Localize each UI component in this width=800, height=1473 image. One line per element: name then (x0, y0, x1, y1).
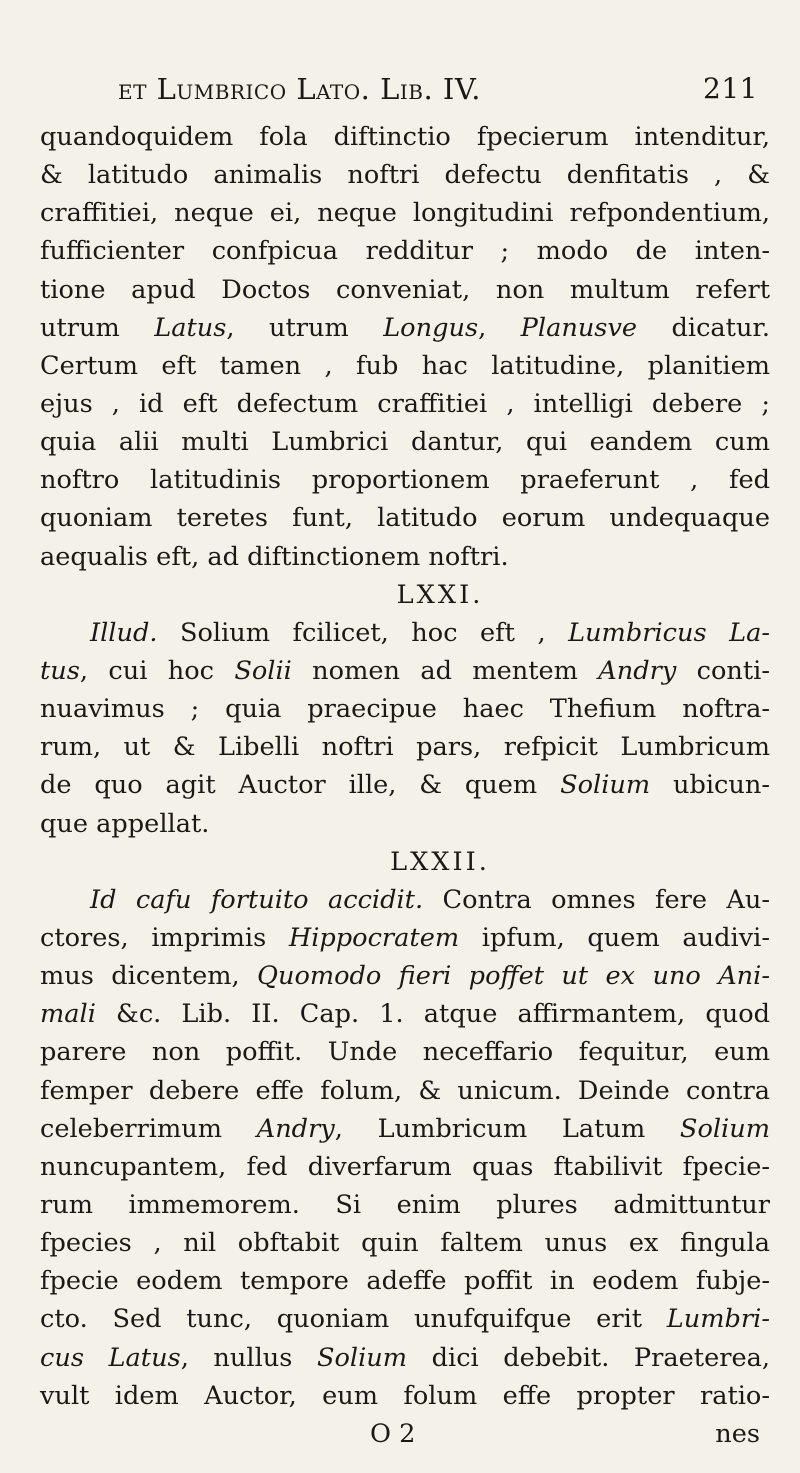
text-line: Id cafu fortuito accidit. Contra omnes fere Au- (90, 884, 770, 915)
italic-term: Andry (598, 655, 677, 686)
text-line: de quo agit Auctor ille, & quem Solium ubicun- (40, 770, 771, 801)
text-line: ctores, imprimis Hippocratem ipfum, quem audivi- (40, 922, 770, 953)
italic-term: tus (40, 655, 80, 686)
text-line: Illud. Solium fcilicet, hoc eft , Lumbricus La- (90, 617, 770, 648)
text-line: cto. Sed tunc, quoniam unufquifque erit Lumbri- (40, 1304, 770, 1335)
italic-term: Hippocratem (288, 922, 460, 953)
text-line: fufficienter confpicua redditur ; modo de inten- (40, 236, 770, 267)
italic-term: Solium (679, 1113, 770, 1144)
page-header (118, 64, 762, 114)
text-line: que appellat. (40, 808, 210, 839)
italic-term: cus Latus (40, 1342, 181, 1373)
page-footer (40, 1415, 770, 1453)
text-line: ejus , id eft defectum craffitiei , intelligi debere ; (40, 388, 770, 419)
italic-term: Lumbricus La- (568, 617, 770, 648)
catchword: nes (715, 1418, 760, 1449)
text-line: nuavimus ; quia praecipue haec Thefium noftra- (40, 694, 770, 725)
text-line: utrum Latus, utrum Longus, Planusve dicatur. (40, 312, 770, 343)
text-line: tus, cui hoc Solii nomen ad mentem Andry conti- (40, 655, 771, 686)
italic-term: Solii (234, 655, 292, 686)
section-heading-lxxi: LXXI. (396, 579, 484, 610)
italic-term: Quomodo fieri poffet ut ex uno Ani- (256, 961, 770, 992)
italic-term: Solium (560, 770, 651, 801)
signature-mark: O 2 (370, 1418, 416, 1449)
text-line: quia alii multi Lumbrici dantur, qui eandem cum (40, 427, 770, 458)
italic-term: Illud. (90, 617, 158, 648)
italic-term: Planusve (520, 312, 638, 343)
text-line: quandoquidem fola diftinctio fpecierum intenditur, (40, 122, 770, 152)
body-text (40, 118, 770, 1453)
italic-term: Id cafu fortuito accidit. (90, 884, 424, 915)
text-line: tione apud Doctos conveniat, non multum refert (40, 274, 770, 305)
text-line: fpecies , nil obftabit quin faltem unus ex fingula (40, 1228, 770, 1259)
page-number: 211 (703, 72, 758, 105)
text-line: rum, ut & Libelli noftri pars, refpicit Lumbricum (40, 732, 770, 763)
text-line: vult idem Auctor, eum folum effe propter ratio- (40, 1380, 770, 1411)
text-line: craffitiei, neque ei, neque longitudini refpondentium, (40, 198, 770, 229)
italic-term: Andry (256, 1113, 335, 1144)
text-line: noftro latitudinis proportionem praeferunt , fed (40, 465, 770, 496)
text-line: fpecie eodem tempore adeffe poffit in eodem fubje- (40, 1266, 770, 1297)
running-title: et Lumbrico Lato. Lib. IV. (118, 72, 481, 106)
text-line: quoniam teretes funt, latitudo eorum undequaque (40, 503, 770, 534)
italic-term: Solium (316, 1342, 408, 1373)
text-line: parere non poffit. Unde neceffario fequitur, eum (40, 1037, 770, 1068)
text-line: nuncupantem, fed diverfarum quas ftabilivit fpecie- (40, 1151, 770, 1182)
text-line: aequalis eft, ad diftinctionem noftri. (40, 541, 509, 572)
italic-term: Latus (154, 312, 227, 343)
text-line: femper debere effe folum, & unicum. Deinde contra (40, 1075, 770, 1106)
italic-term: mali (40, 999, 96, 1030)
italic-term: Lumbri- (666, 1304, 770, 1335)
text-line: mali &c. Lib. II. Cap. 1. atque affirmantem, quod (40, 999, 770, 1030)
text-line: Certum eft tamen , fub hac latitudine, planitiem (40, 350, 770, 381)
text-line: mus dicentem, Quomodo fieri poffet ut ex uno Ani- (40, 961, 770, 992)
text-line: rum immemorem. Si enim plures admittuntur (40, 1189, 770, 1220)
text-line: cus Latus, nullus Solium dici debebit. Praeterea, (40, 1342, 770, 1373)
section-heading-lxxii: LXXII. (390, 846, 490, 877)
italic-term: Longus (383, 312, 479, 343)
text-line: celeberrimum Andry, Lumbricum Latum Solium (40, 1113, 770, 1144)
text-line: & latitudo animalis noftri defectu denfitatis , & (40, 160, 770, 191)
